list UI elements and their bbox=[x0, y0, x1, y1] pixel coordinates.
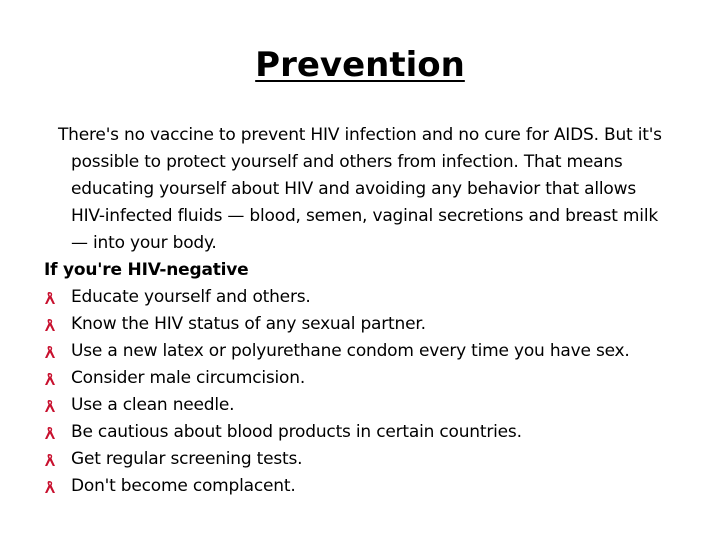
subheading: If you're HIV-negative bbox=[44, 260, 249, 280]
list-item bbox=[44, 284, 674, 311]
list-item bbox=[44, 338, 674, 365]
intro-paragraph: There's no vaccine to prevent HIV infection and no cure for AIDS. But it's possible to protect yourself and others from infection. That means educating yourself about HIV and avoiding any behavior that allows HIV-infected fluids — blood, semen, vaginal secretions and breast milk — into your body. bbox=[58, 125, 662, 253]
red-ribbon-icon bbox=[44, 372, 56, 386]
red-ribbon-icon bbox=[44, 426, 56, 440]
list-item bbox=[44, 311, 674, 338]
list-item-text: Get regular screening tests. bbox=[71, 449, 303, 469]
red-ribbon-icon bbox=[44, 318, 56, 332]
list-item-text: Use a clean needle. bbox=[71, 395, 235, 415]
list-item-text: Educate yourself and others. bbox=[71, 287, 311, 307]
red-ribbon-icon bbox=[44, 453, 56, 467]
red-ribbon-icon bbox=[44, 291, 56, 305]
list-item bbox=[44, 473, 674, 500]
list-item-text: Be cautious about blood products in certain countries. bbox=[71, 422, 522, 442]
list-item-text: Consider male circumcision. bbox=[71, 368, 306, 388]
red-ribbon-icon bbox=[44, 399, 56, 413]
list-item bbox=[44, 419, 674, 446]
list-item bbox=[44, 392, 674, 419]
red-ribbon-icon bbox=[44, 480, 56, 494]
slide-title-text: Prevention bbox=[255, 45, 465, 85]
list-item bbox=[44, 446, 674, 473]
slide-title bbox=[0, 42, 720, 88]
red-ribbon-icon bbox=[44, 345, 56, 359]
bullet-list bbox=[44, 284, 674, 500]
slide-body bbox=[44, 122, 674, 500]
list-item bbox=[44, 365, 674, 392]
list-item-text: Don't become complacent. bbox=[71, 476, 296, 496]
list-item-text: Know the HIV status of any sexual partner. bbox=[71, 314, 426, 334]
list-item-text: Use a new latex or polyurethane condom every time you have sex. bbox=[71, 341, 630, 361]
